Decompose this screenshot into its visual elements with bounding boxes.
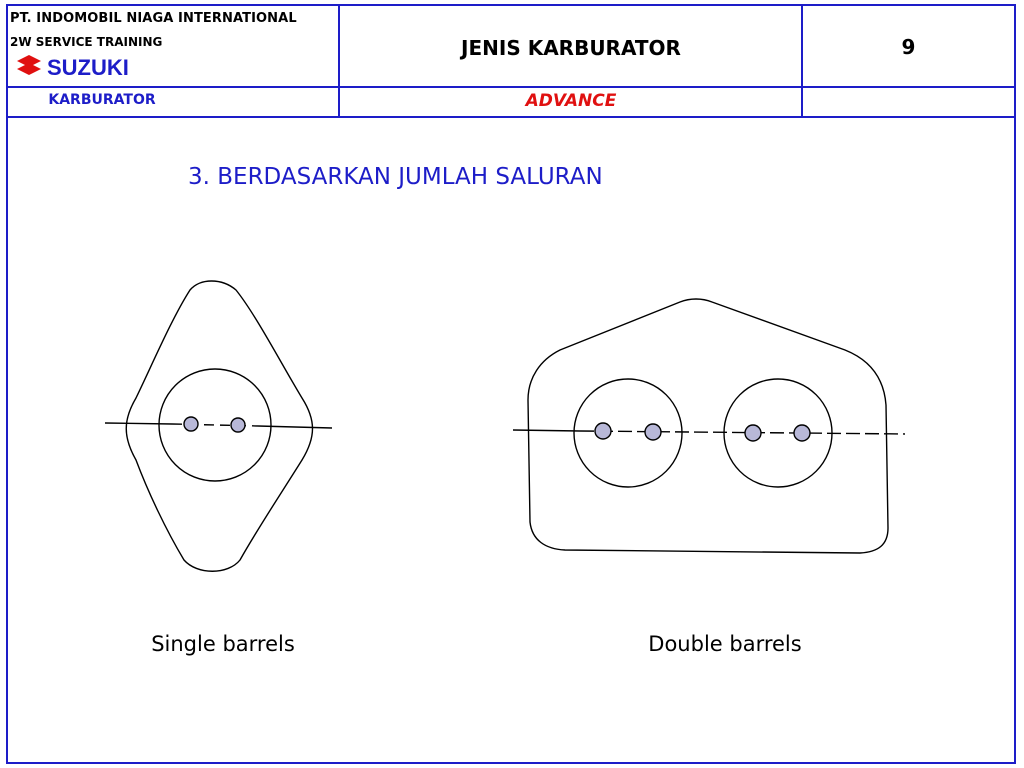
level-label: ADVANCE	[525, 91, 617, 111]
single-barrel-diagram	[105, 281, 332, 571]
double-barrel-diagram	[513, 299, 905, 553]
module-label: KARBURATOR	[48, 92, 156, 108]
double-centerline-mid	[580, 431, 905, 434]
single-centerline-right	[258, 426, 332, 428]
document-title: JENIS KARBURATOR	[461, 36, 681, 60]
single-centerline-left	[105, 423, 172, 424]
double-flange-outline	[528, 299, 888, 553]
training-label: 2W SERVICE TRAINING	[10, 35, 163, 49]
double-centerline-left	[513, 430, 580, 431]
single-hole-left	[184, 417, 198, 431]
section-heading: 3. BERDASARKAN JUMLAH SALURAN	[188, 164, 603, 190]
double-bore-left	[574, 379, 682, 487]
company-name: PT. INDOMOBIL NIAGA INTERNATIONAL	[10, 11, 297, 26]
brand-wordmark: SUZUKI	[47, 55, 129, 80]
double-hole-1	[595, 423, 611, 439]
double-hole-3	[745, 425, 761, 441]
single-hole-right	[231, 418, 245, 432]
double-hole-2	[645, 424, 661, 440]
single-bore	[159, 369, 271, 481]
double-hole-4	[794, 425, 810, 441]
double-barrels-caption: Double barrels	[648, 632, 802, 656]
page-number: 9	[901, 35, 916, 59]
single-barrels-caption: Single barrels	[151, 632, 295, 656]
